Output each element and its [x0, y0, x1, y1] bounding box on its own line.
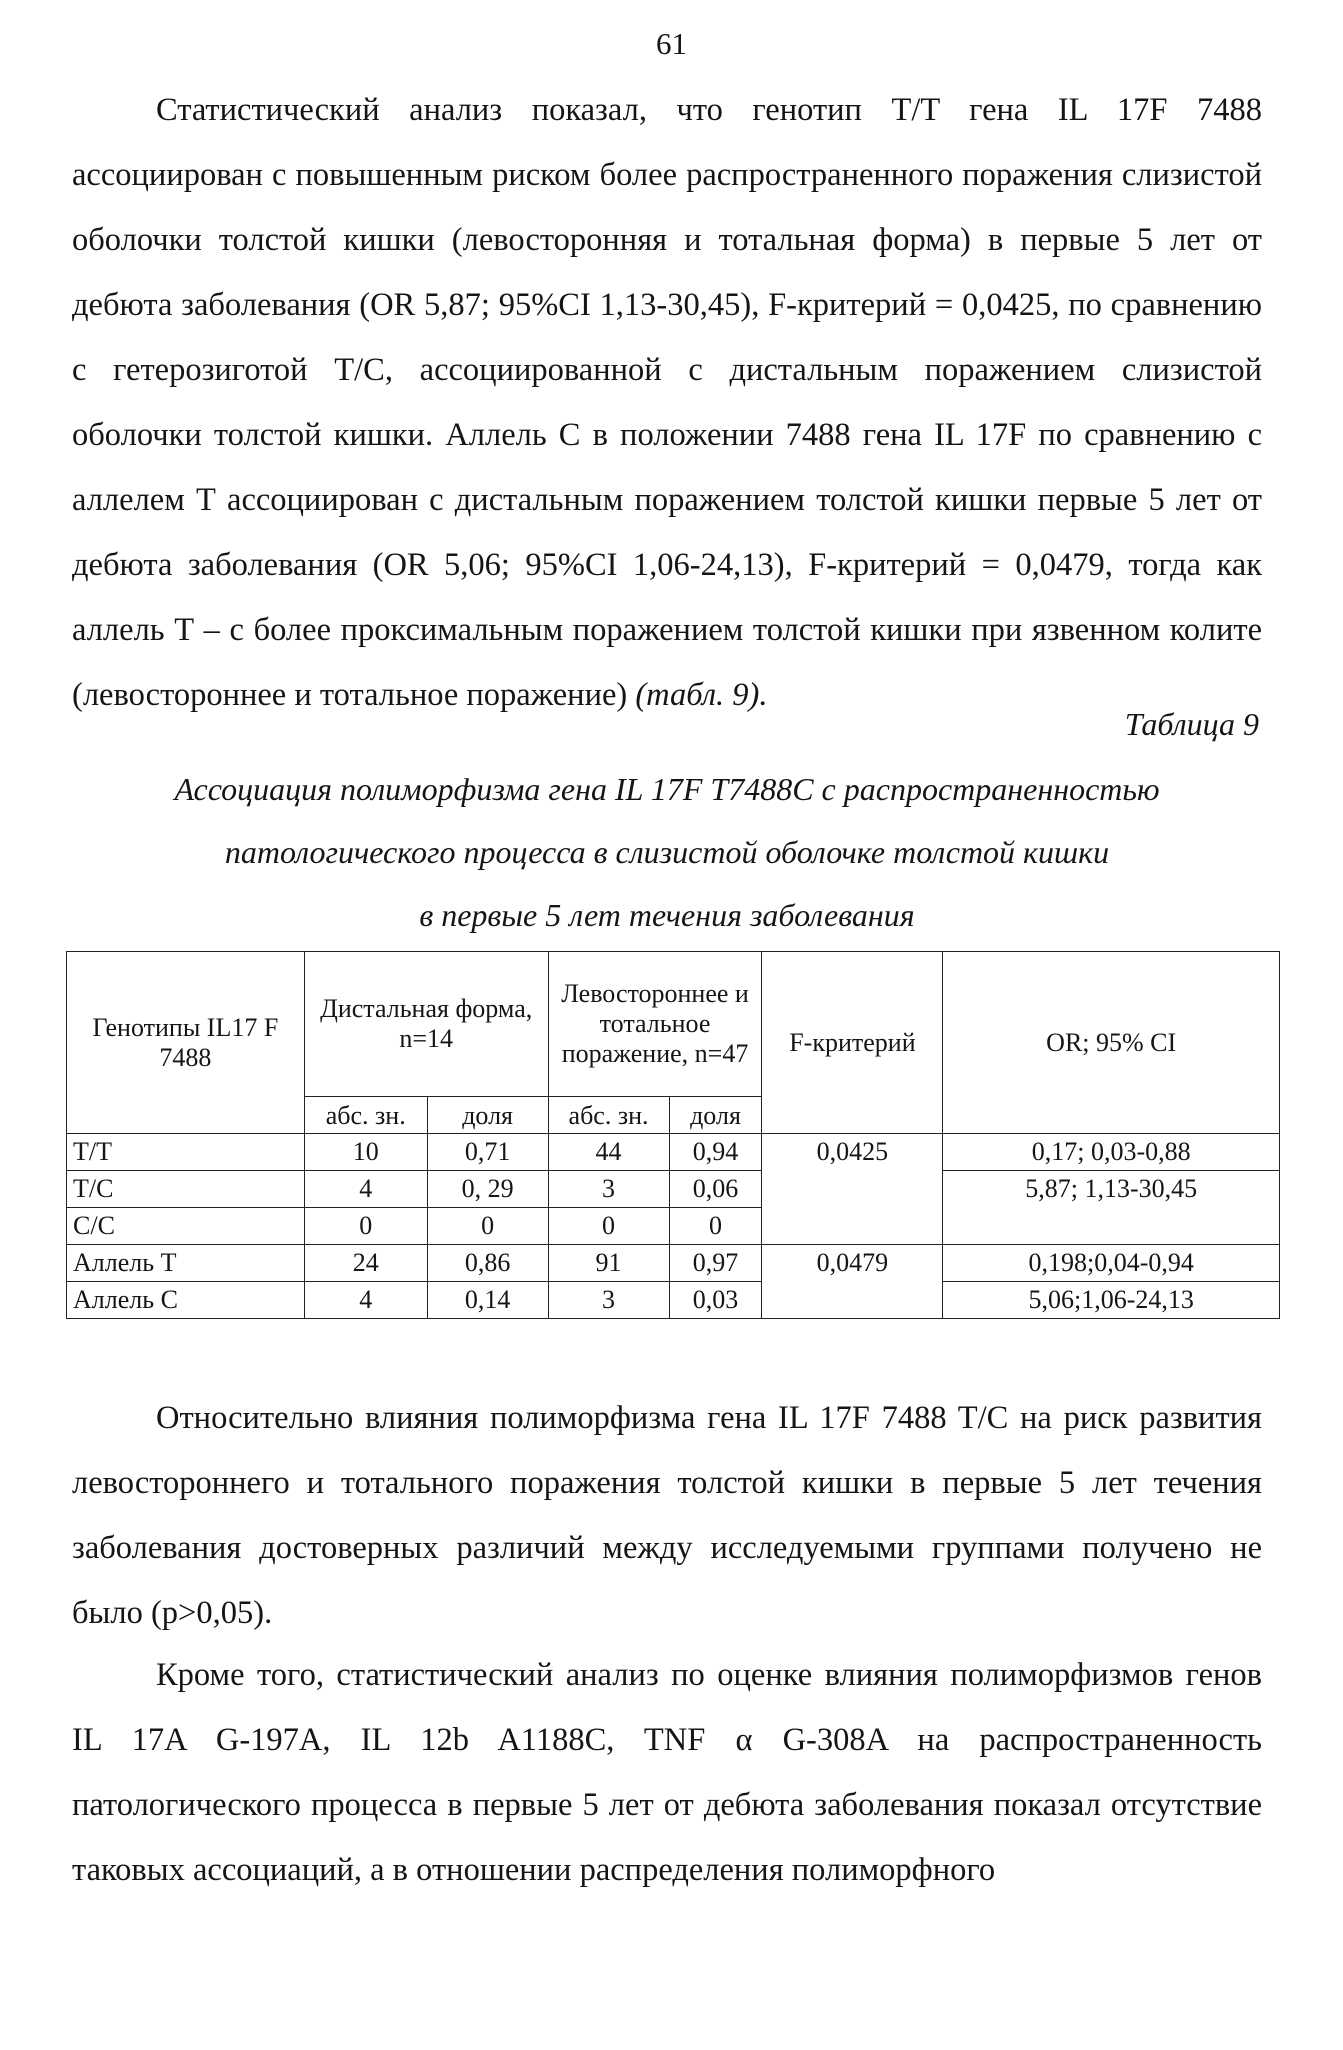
- distal-share-cell: 0,86: [427, 1245, 548, 1282]
- distal-share-cell: 0,71: [427, 1134, 548, 1171]
- paragraph-no-differences: Относительно влияния полиморфизма гена IL 17F 7488 T/C на риск развития левостороннего и тотального поражения толстой кишки в первые 5 лет течения заболевания достоверных различий между исследуемыми группами получено не было (p>0,05).: [72, 1400, 1262, 1631]
- or-ci-cell: 5,06;1,06-24,13: [943, 1282, 1280, 1319]
- genotype-cell: T/C: [67, 1171, 305, 1208]
- table-row: [67, 1245, 1280, 1282]
- genotype-cell: T/T: [67, 1134, 305, 1171]
- table-number-label: Таблица 9: [1124, 706, 1259, 742]
- left-total-abs-cell: 0: [548, 1208, 669, 1245]
- left-total-share-cell: 0,97: [669, 1245, 762, 1282]
- table-row: [67, 1282, 1280, 1319]
- paragraph-other-polymorphisms: Кроме того, статистический анализ по оценке влияния полиморфизмов генов IL 17A G-197A, IL 12b A1188C, TNF α G-308A на распространенность патологического процесса в первые 5 лет от дебюта заболевания показал отсутствие таковых ассоциаций, а в отношении распределения полиморфного: [72, 1657, 1262, 1888]
- left-total-abs-cell: 44: [548, 1134, 669, 1171]
- header-distal-form: Дистальная форма, n=14: [304, 952, 548, 1097]
- left-total-abs-cell: 91: [548, 1245, 669, 1282]
- header-f-criterion: F-критерий: [762, 952, 943, 1134]
- distal-share-cell: 0, 29: [427, 1171, 548, 1208]
- or-ci-cell: [943, 1208, 1280, 1245]
- genotype-cell: Аллель Т: [67, 1245, 305, 1282]
- page-number: 61: [656, 26, 687, 61]
- header-or-ci: OR; 95% CI: [943, 952, 1280, 1134]
- left-total-abs-cell: 3: [548, 1171, 669, 1208]
- distal-abs-cell: 4: [304, 1282, 427, 1319]
- left-total-share-cell: 0: [669, 1208, 762, 1245]
- or-ci-cell: 5,87; 1,13-30,45: [943, 1171, 1280, 1208]
- or-ci-cell: 0,17; 0,03-0,88: [943, 1134, 1280, 1171]
- distal-abs-cell: 4: [304, 1171, 427, 1208]
- header-share-distal: доля: [427, 1097, 548, 1134]
- paragraph-statistical-analysis: [72, 78, 1262, 728]
- distal-share-cell: 0: [427, 1208, 548, 1245]
- genotype-cell: Аллель С: [67, 1282, 305, 1319]
- table-caption-line-3: в первые 5 лет течения заболевания: [419, 897, 915, 933]
- header-genotypes: Генотипы IL17 F 7488: [67, 952, 305, 1134]
- distal-abs-cell: 10: [304, 1134, 427, 1171]
- table-caption-line-1: Ассоциация полиморфизма гена IL 17F T7488C с распространенностью: [174, 771, 1160, 807]
- left-total-share-cell: 0,06: [669, 1171, 762, 1208]
- table-caption-line-2: патологического процесса в слизистой оболочке толстой кишки: [224, 834, 1110, 870]
- header-left-total: Левостороннее и тотальное поражение, n=47: [548, 952, 762, 1097]
- header-abs-distal: абс. зн.: [304, 1097, 427, 1134]
- distal-abs-cell: 24: [304, 1245, 427, 1282]
- left-total-share-cell: 0,94: [669, 1134, 762, 1171]
- table-caption: [72, 758, 1262, 947]
- paragraph-text: Статистический анализ показал, что генотип T/T гена IL 17F 7488 ассоциирован с повышенным риском более распространенного поражения слизистой оболочки толстой кишки (левосторонняя и тотальная форма) в первые 5 лет от дебюта заболевания (OR 5,87; 95%CI 1,13-30,45), F-критерий = 0,0425, по сравнению с гетерозиготой T/C, ассоциированной с дистальным поражением слизистой оболочки толстой кишки. Аллель С в положении 7488 гена IL 17F по сравнению с аллелем Т ассоциирован с дистальным поражением толстой кишки первые 5 лет от дебюта заболевания (OR 5,06; 95%CI 1,06-24,13), F-критерий = 0,0479, тогда как аллель Т – с более проксимальным поражением толстой кишки при язвенном колите (левостороннее и тотальное поражение): [72, 92, 1262, 713]
- left-total-share-cell: 0,03: [669, 1282, 762, 1319]
- header-abs-left-total: абс. зн.: [548, 1097, 669, 1134]
- genotype-association-table: [66, 951, 1280, 1319]
- header-share-left-total: доля: [669, 1097, 762, 1134]
- f-criterion-cell: 0,0425: [762, 1134, 943, 1245]
- f-criterion-cell: 0,0479: [762, 1245, 943, 1319]
- or-ci-cell: 0,198;0,04-0,94: [943, 1245, 1280, 1282]
- genotype-cell: C/C: [67, 1208, 305, 1245]
- table-reference: (табл. 9).: [635, 677, 768, 713]
- distal-share-cell: 0,14: [427, 1282, 548, 1319]
- table-row: [67, 1208, 1280, 1245]
- distal-abs-cell: 0: [304, 1208, 427, 1245]
- table-row: [67, 1171, 1280, 1208]
- left-total-abs-cell: 3: [548, 1282, 669, 1319]
- table-row: [67, 1134, 1280, 1171]
